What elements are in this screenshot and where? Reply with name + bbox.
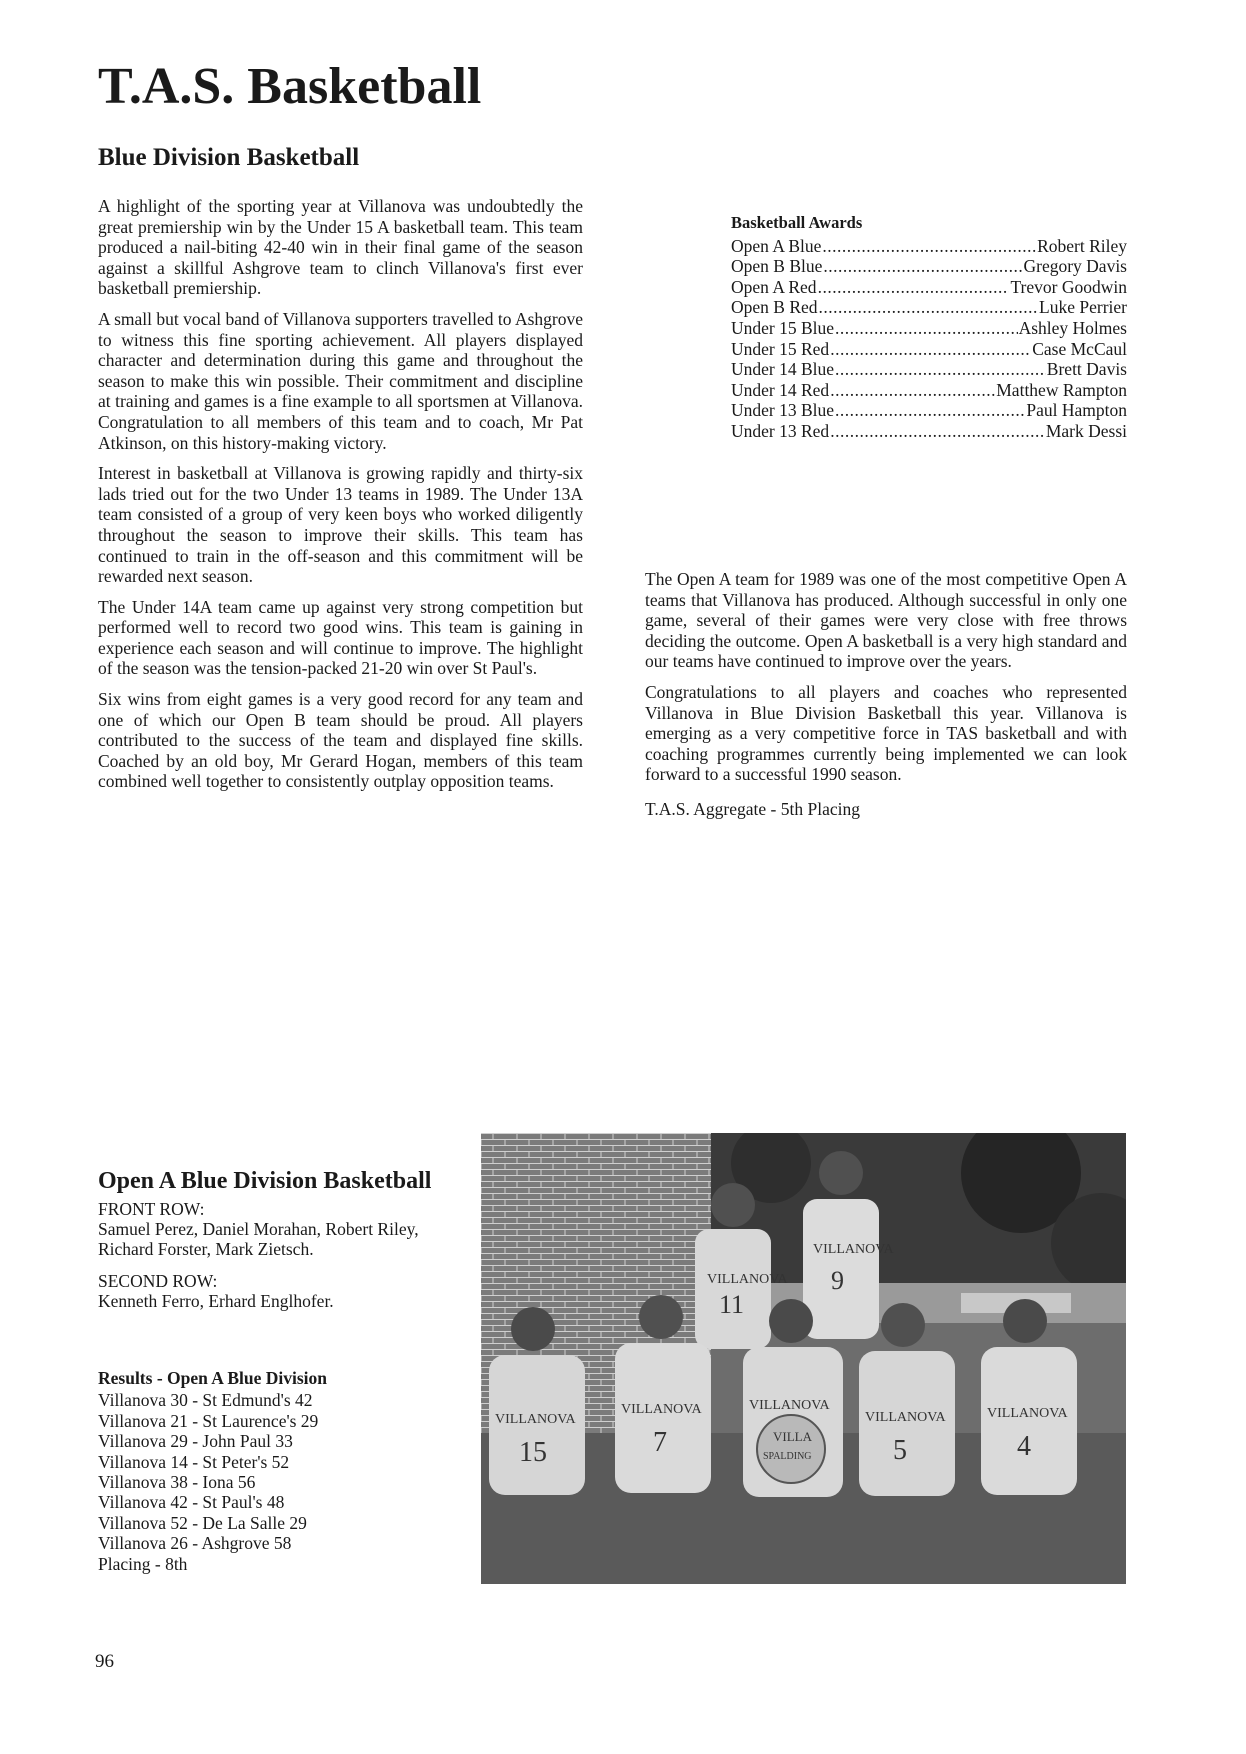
basketball bbox=[757, 1415, 825, 1483]
award-row bbox=[731, 380, 1127, 401]
right-article-column bbox=[645, 569, 1127, 830]
award-team: Open B Blue bbox=[731, 256, 823, 277]
award-team: Under 15 Blue bbox=[731, 317, 835, 338]
award-team: Under 13 Blue bbox=[731, 400, 835, 421]
award-team: Open A Red bbox=[731, 276, 817, 297]
result-line: Villanova 26 - Ashgrove 58 bbox=[98, 1533, 292, 1554]
section-subtitle: Blue Division Basketball bbox=[98, 144, 360, 171]
ball-label: VILLA bbox=[773, 1429, 812, 1444]
left-article-column bbox=[98, 196, 583, 802]
jersey-name: VILLANOVA bbox=[495, 1412, 576, 1427]
photo-caption bbox=[98, 1168, 458, 1323]
jersey-name: VILLANOVA bbox=[749, 1398, 830, 1413]
award-row bbox=[731, 318, 1127, 339]
award-player: Robert Riley bbox=[1037, 235, 1127, 256]
article-paragraph: The Open A team for 1989 was one of the most competitive Open A teams that Villanova has produced. Although successful in only one game, several of their games were very close with free throws deciding the outcome. Open A basketball is a very high standard and our teams have continued to improve over the years. bbox=[645, 569, 1127, 672]
leader-dots bbox=[830, 380, 995, 401]
front-row-label: FRONT ROW: bbox=[98, 1199, 205, 1219]
article-paragraph: Interest in basketball at Villanova is growing rapidly and thirty-six lads tried out for the two Under 13 teams in 1989. The Under 13A team consisted of a group of very keen boys who worked diligently throughout the season to improve their skills. This team has continued to train in the off-season and this commitment will be rewarded next season. bbox=[98, 463, 583, 587]
jersey-name: VILLANOVA bbox=[865, 1410, 946, 1425]
award-player: Matthew Rampton bbox=[996, 379, 1127, 400]
article-paragraph: A small but vocal band of Villanova supporters travelled to Ashgrove to witness this fine sporting achievement. All players displayed character and determination during this game and throughout the season to make this win possible. Their commitment and discipline at training and games is a fine example to all sportsmen at Villanova. Congratulation to all members of this team and to coach, Mr Pat Atkinson, on this history-making victory. bbox=[98, 308, 583, 453]
jersey-number: 7 bbox=[653, 1427, 667, 1458]
award-player: Trevor Goodwin bbox=[1010, 276, 1127, 297]
result-line: Villanova 42 - St Paul's 48 bbox=[98, 1492, 285, 1513]
award-team: Under 15 Red bbox=[731, 338, 830, 359]
jersey-number: 4 bbox=[1017, 1431, 1031, 1462]
jersey-number: 9 bbox=[831, 1266, 844, 1295]
result-line: Villanova 21 - St Laurence's 29 bbox=[98, 1410, 319, 1431]
award-player: Luke Perrier bbox=[1039, 297, 1127, 318]
jersey-name: VILLANOVA bbox=[707, 1272, 788, 1287]
jersey-number: 15 bbox=[519, 1437, 547, 1468]
award-player: Brett Davis bbox=[1046, 359, 1127, 380]
award-row bbox=[731, 256, 1127, 277]
results-heading: Results - Open A Blue Division bbox=[98, 1368, 328, 1388]
page-title: T.A.S. Basketball bbox=[98, 58, 482, 115]
article-paragraph: The Under 14A team came up against very strong competition but performed well to record two good wins. This team is gaining in experience each season and will continue to improve. The highlight of the season was the tension-packed 21-20 win over St Paul's. bbox=[98, 596, 583, 679]
page-number: 96 bbox=[95, 1651, 114, 1672]
jersey-name: VILLANOVA bbox=[813, 1242, 894, 1257]
award-row bbox=[731, 236, 1127, 257]
article-paragraph: Congratulations to all players and coaches who represented Villanova in Blue Division Basketball this year. Villanova is emerging as a very competitive force in TAS basketball and with coaching programmes currently being implemented we can look forward to a successful 1990 season. bbox=[645, 681, 1127, 785]
award-player: Mark Dessi bbox=[1045, 420, 1127, 441]
award-team: Under 14 Red bbox=[731, 379, 830, 400]
awards-heading: Basketball Awards bbox=[731, 213, 863, 232]
leader-dots bbox=[835, 318, 1018, 339]
leader-dots bbox=[819, 297, 1039, 318]
jersey-name: VILLANOVA bbox=[621, 1402, 702, 1417]
award-row bbox=[731, 277, 1127, 298]
leader-dots bbox=[830, 421, 1045, 442]
award-player: Gregory Davis bbox=[1023, 256, 1127, 277]
result-line: Villanova 38 - Iona 56 bbox=[98, 1472, 256, 1493]
award-player: Case McCaul bbox=[1032, 338, 1127, 359]
award-row bbox=[731, 339, 1127, 360]
leader-dots bbox=[818, 277, 1010, 298]
award-row bbox=[731, 421, 1127, 442]
result-line: Villanova 52 - De La Salle 29 bbox=[98, 1512, 307, 1533]
leader-dots bbox=[822, 236, 1036, 257]
second-row-label: SECOND ROW: bbox=[98, 1271, 218, 1291]
award-row bbox=[731, 297, 1127, 318]
jersey-number: 5 bbox=[893, 1435, 907, 1466]
leader-dots bbox=[835, 400, 1025, 421]
ball-brand: SPALDING bbox=[763, 1451, 812, 1462]
award-row bbox=[731, 400, 1127, 421]
jersey-name: VILLANOVA bbox=[987, 1406, 1068, 1421]
awards-list bbox=[731, 213, 1127, 442]
award-row bbox=[731, 359, 1127, 380]
award-player: Ashley Holmes bbox=[1018, 317, 1127, 338]
result-line: Villanova 29 - John Paul 33 bbox=[98, 1431, 293, 1452]
article-paragraph: A highlight of the sporting year at Villanova was undoubtedly the great premiership win by the Under 15 A basketball team. This team produced a nail-biting 42-40 win in their final game of the season against a skillful Ashgrove team to clinch Villanova's first ever basketball premiership. bbox=[98, 196, 583, 299]
award-team: Under 13 Red bbox=[731, 420, 830, 441]
second-row-names: Kenneth Ferro, Erhard Englhofer. bbox=[98, 1291, 334, 1311]
team-photo bbox=[481, 1133, 1126, 1584]
leader-dots bbox=[835, 359, 1046, 380]
aggregate-placing: T.A.S. Aggregate - 5th Placing bbox=[645, 798, 860, 819]
leader-dots bbox=[830, 339, 1031, 360]
results-placing: Placing - 8th bbox=[98, 1553, 188, 1574]
result-line: Villanova 30 - St Edmund's 42 bbox=[98, 1390, 313, 1411]
results-list bbox=[98, 1368, 458, 1574]
award-team: Under 14 Blue bbox=[731, 359, 835, 380]
article-paragraph: Six wins from eight games is a very good record for any team and one of which our Open B team should be proud. All players contributed to the success of the team and displayed fine skills. Coached by an old boy, Mr Gerard Hogan, members of this team combined well together to consistently outplay opposition teams. bbox=[98, 689, 583, 792]
award-player: Paul Hampton bbox=[1026, 400, 1127, 421]
front-row-names: Samuel Perez, Daniel Morahan, Robert Riley, Richard Forster, Mark Zietsch. bbox=[98, 1219, 419, 1259]
caption-heading: Open A Blue Division Basketball bbox=[98, 1168, 432, 1194]
award-team: Open B Red bbox=[731, 297, 818, 318]
award-team: Open A Blue bbox=[731, 235, 822, 256]
leader-dots bbox=[823, 256, 1022, 277]
team-photo-illustration bbox=[481, 1133, 1126, 1584]
result-line: Villanova 14 - St Peter's 52 bbox=[98, 1451, 290, 1472]
jersey-number: 11 bbox=[719, 1290, 745, 1319]
